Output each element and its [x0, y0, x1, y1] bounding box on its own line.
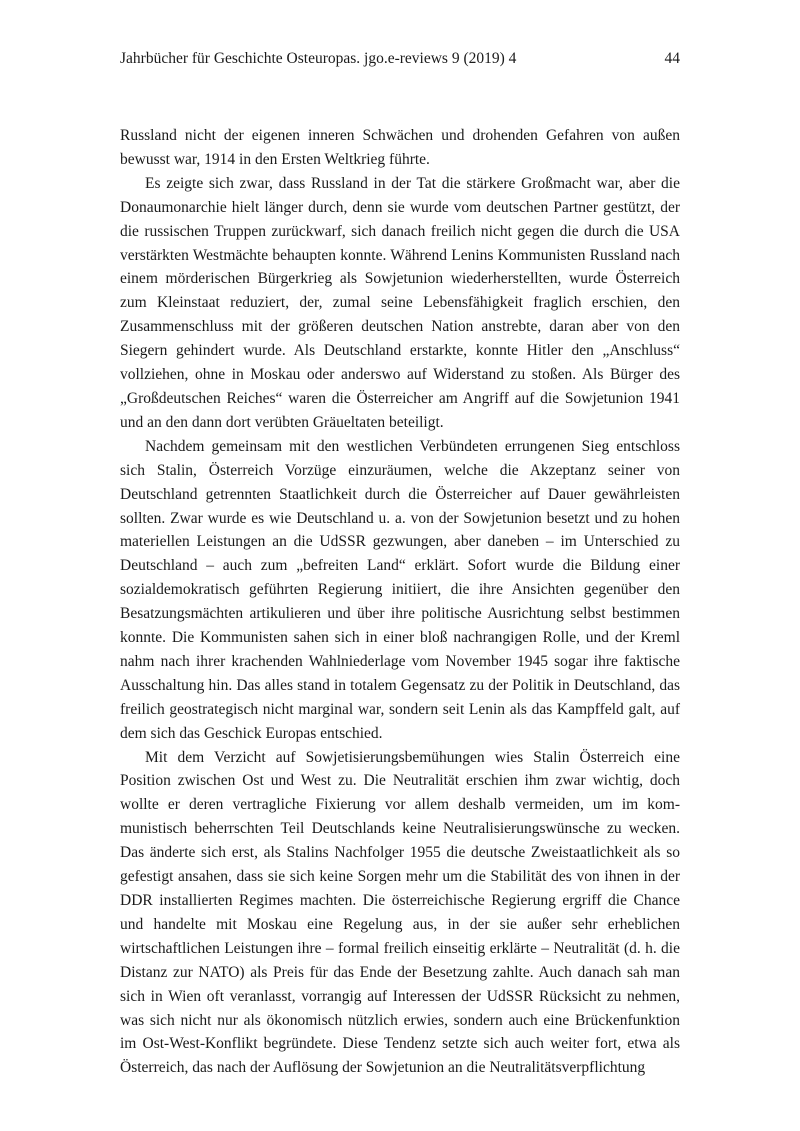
paragraph-continuation: Russland nicht der eigenen inneren Schwächen und drohenden Gefahren von außen bewusst war, 1914 in den Ersten Weltkrieg führte. [120, 127, 680, 168]
running-header [120, 47, 680, 71]
article-body [120, 124, 680, 1080]
paragraph: Es zeigte sich zwar, dass Russland in der Tat die stärkere Großmacht war, aber die Donaumonarchie hielt länger durch, denn sie wurde vom deutschen Partner gestützt, der die russischen Truppen zurückwarf, sich danach freilich nicht gegen die durch die USA verstärkten Westmächte behaupten konnte. Während Lenins Kommunisten Russland nach einem mörderischen Bürgerkrieg als Sowjetunion wiederherstellten, wurde Österreich zum Kleinstaat reduziert, der, zumal seine Lebensfähigkeit fraglich erschien, den Zusammenschluss mit der größeren deutschen Nation anstrebte, daran aber von den Siegern gehindert wurde. Als Deutschland erstarkte, konnte Hitler den „Anschluss“ vollziehen, ohne in Moskau oder anderswo auf Widerstand zu stoßen. Als Bürger des „Großdeutschen Reiches“ waren die Österreicher am Angriff auf die Sowjetunion 1941 und an den dann dort verübten Gräueltaten beteiligt. [120, 174, 680, 431]
page-number: 44 [664, 50, 680, 67]
journal-citation: Jahrbücher für Geschichte Osteuropas. jgo.e-reviews 9 (2019) 4 [120, 50, 517, 67]
paragraph: Mit dem Verzicht auf Sowjetisierungsbemühungen wies Stalin Österreich eine Position zwischen Ost und West zu. Die Neutralität erschien ihm zwar wichtig, doch wollte er deren vertragliche Fixierung vor allem deshalb vermeiden, um im kommunistisch beherrschten Teil Deutschlands keine Neutralisierungswünsche zu wecken. Das änderte sich erst, als Stalins Nachfolger 1955 die deutsche Zweistaatlichkeit als so gefestigt ansahen, dass sie sich keine Sorgen mehr um die Stabilität des von ihnen in der DDR installierten Regimes machten. Die österreichische Regierung ergriff die Chance und handelte mit Moskau eine Regelung aus, in der sie außer sehr erheblichen wirtschaftlichen Leistungen ihre – formal freilich einseitig erklärte – Neutralität (d. h. die Distanz zur NATO) als Preis für das Ende der Besetzung zahlte. Auch danach sah man sich in Wien oft veranlasst, vorrangig auf Interessen der UdSSR Rücksicht zu nehmen, was sich nicht nur als ökonomisch nützlich erwies, sondern auch eine Brückenfunktion im Ost-West-Konflikt begründete. Diese Tendenz setzte sich auch weiter fort, etwa als Österreich, das nach der Auflösung der Sowjetunion an die Neutralitätsverpflichtung [120, 748, 680, 1077]
paragraph: Nachdem gemeinsam mit den westlichen Verbündeten errungenen Sieg entschloss sich Stalin, Österreich Vorzüge einzuräumen, welche die Akzeptanz seiner von Deutschland getrennten Staatlichkeit durch die Österreicher auf Dauer gewährleisten sollten. Zwar wurde es wie Deutschland u. a. von der Sowjetunion besetzt und zu hohen materiellen Leistungen an die UdSSR gezwungen, aber daneben – im Unterschied zu Deutschland – auch zum „befreiten Land“ erklärt. Sofort wurde die Bildung einer sozialdemokratisch geführten Regierung initiiert, die ihre Ansichten gegenüber den Besatzungsmächten artikulieren und über ihre politische Ausrichtung selbst bestimmen konnte. Die Kommunisten sahen sich in einer bloß nachrangigen Rolle, und der Kreml nahm nach ihrer krachenden Wahlniederlage vom November 1945 sogar ihre faktische Ausschaltung hin. Das alles stand in totalem Gegensatz zu der Politik in Deutschland, das freilich geostrategisch nicht marginal war, sondern seit Lenin als das Kampffeld galt, auf dem sich das Geschick Europas entschied. [120, 437, 680, 742]
